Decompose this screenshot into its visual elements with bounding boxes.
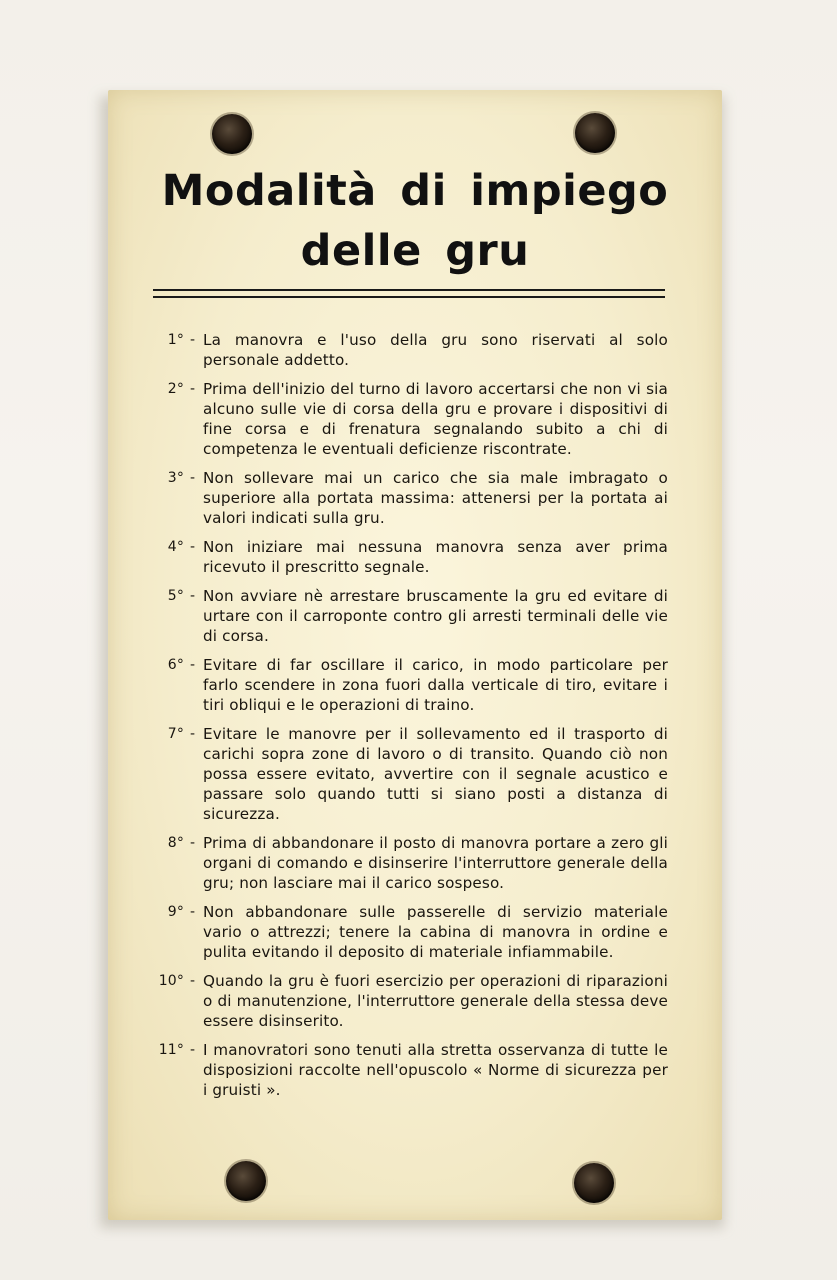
rule-dash: -	[190, 588, 196, 604]
screw-bottom-left	[226, 1161, 266, 1201]
rule-text: Quando la gru è fuori esercizio per operazioni di riparazioni o di manutenzione, l'interruttore generale della stessa deve essere disinserito.	[203, 972, 668, 1030]
screw-bottom-right	[574, 1163, 614, 1203]
rule-dash: -	[190, 904, 196, 920]
rule-number: 6°	[167, 657, 184, 673]
rule-item	[148, 902, 668, 962]
plaque-title-line-1: Modalità di impiego	[161, 166, 669, 216]
rule-item	[148, 468, 668, 528]
rule-number: 2°	[167, 381, 184, 397]
rule-dash: -	[190, 539, 196, 555]
rule-dash: -	[190, 657, 196, 673]
plaque-title-line-2: delle gru	[300, 226, 530, 276]
rule-dash: -	[190, 332, 196, 348]
rule-dash: -	[190, 470, 196, 486]
rule-item	[148, 971, 668, 1031]
title-divider-bottom	[153, 296, 665, 298]
screw-top-right	[575, 113, 615, 153]
rule-number: 1°	[167, 332, 184, 348]
rule-text: I manovratori sono tenuti alla stretta osservanza di tutte le disposizioni raccolte nell'opuscolo « Norme di sicurezza per i gruisti ».	[203, 1041, 668, 1099]
rule-item	[148, 833, 668, 893]
rule-text: Non avviare nè arrestare bruscamente la gru ed evitare di urtare con il carroponte contro gli arresti terminali delle vie di corsa.	[203, 587, 668, 645]
rule-number: 4°	[167, 539, 184, 555]
rule-text: Non abbandonare sulle passerelle di servizio materiale vario o attrezzi; tenere la cabina di manovra in ordine e pulita evitando il deposito di materiale infiammabile.	[203, 903, 668, 961]
screw-top-left	[212, 114, 252, 154]
title-divider-top	[153, 289, 665, 291]
rule-text: Prima di abbandonare il posto di manovra portare a zero gli organi di comando e disinserire l'interruttore generale della gru; non lasciare mai il carico sospeso.	[203, 834, 668, 892]
rule-number: 9°	[167, 904, 184, 920]
rule-text: La manovra e l'uso della gru sono riservati al solo personale addetto.	[203, 331, 668, 369]
rule-dash: -	[190, 973, 196, 989]
rule-dash: -	[190, 835, 196, 851]
rule-text: Evitare di far oscillare il carico, in modo particolare per farlo scendere in zona fuori dalla verticale di tiro, evitare i tiri obliqui e le operazioni di traino.	[203, 656, 668, 714]
rule-item	[148, 1040, 668, 1100]
rules-list	[148, 330, 668, 1109]
rule-text: Non sollevare mai un carico che sia male imbragato o superiore alla portata massima: attenersi per la portata ai valori indicati sulla gru.	[203, 469, 668, 527]
rule-number: 11°	[158, 1042, 184, 1058]
rule-dash: -	[190, 1042, 196, 1058]
rule-text: Non iniziare mai nessuna manovra senza aver prima ricevuto il prescritto segnale.	[203, 538, 668, 576]
rule-number: 8°	[167, 835, 184, 851]
rule-number: 7°	[167, 726, 184, 742]
rule-text: Prima dell'inizio del turno di lavoro accertarsi che non vi sia alcuno sulle vie di corsa della gru e provare i dispositivi di fine corsa e di frenatura segnalando subito a chi di competenza le eventuali deficienze riscontrate.	[203, 380, 668, 458]
rule-number: 3°	[167, 470, 184, 486]
rule-text: Evitare le manovre per il sollevamento ed il trasporto di carichi sopra zone di lavoro o di transito. Quando ciò non possa essere evitato, avvertire con il segnale acustico e passare solo quando tutti si siano posti a distanza di sicurezza.	[203, 725, 668, 823]
rule-item	[148, 586, 668, 646]
rule-number: 5°	[167, 588, 184, 604]
rule-item	[148, 537, 668, 577]
rule-item	[148, 724, 668, 824]
rule-dash: -	[190, 381, 196, 397]
rule-item	[148, 379, 668, 459]
rule-dash: -	[190, 726, 196, 742]
rule-item	[148, 655, 668, 715]
rule-item	[148, 330, 668, 370]
safety-plaque	[108, 90, 722, 1220]
rule-number: 10°	[158, 973, 184, 989]
